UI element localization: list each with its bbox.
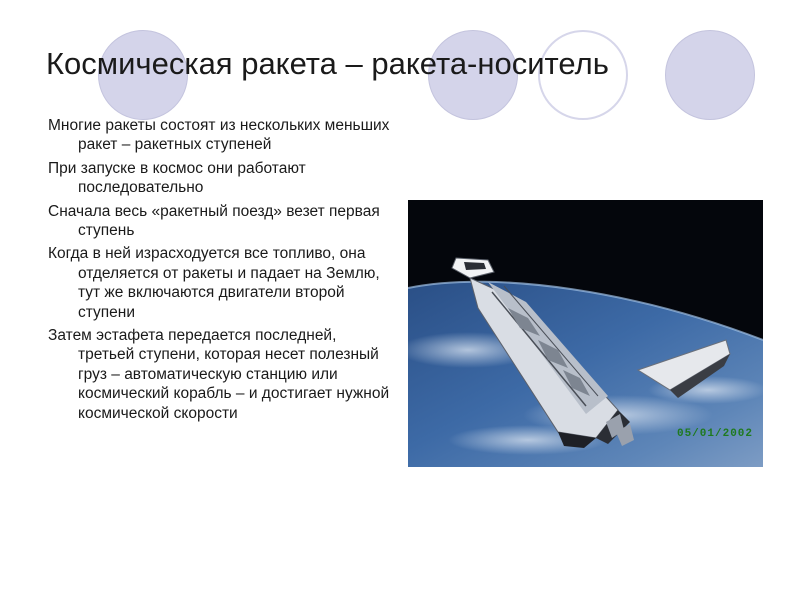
bullet-item: Сначала весь «ракетный поезд» везет первая ступень <box>48 202 380 240</box>
bullet-item: При запуске в космос они работают последовательно <box>48 159 306 197</box>
decorative-circle <box>665 30 755 120</box>
bullet-item: Многие ракеты состоят из нескольких меньших ракет – ракетных ступеней <box>48 117 390 154</box>
bullet-item: Затем эстафета передается последней, третьей ступени, которая несет полезный груз – автоматическую станцию или космический корабль – и достигает нужной космической скорости <box>48 327 390 422</box>
photo-timestamp: 05/01/2002 <box>676 428 753 440</box>
space-shuttle-illustration <box>408 200 763 467</box>
bullet-list <box>48 116 393 427</box>
space-shuttle-photo <box>408 200 763 467</box>
slide-title: Космическая ракета – ракета-носитель <box>46 46 609 81</box>
bullet-item: Когда в ней израсходуется все топливо, она отделяется от ракеты и падает на Землю, тут же включаются двигатели второй ступени <box>48 245 380 321</box>
